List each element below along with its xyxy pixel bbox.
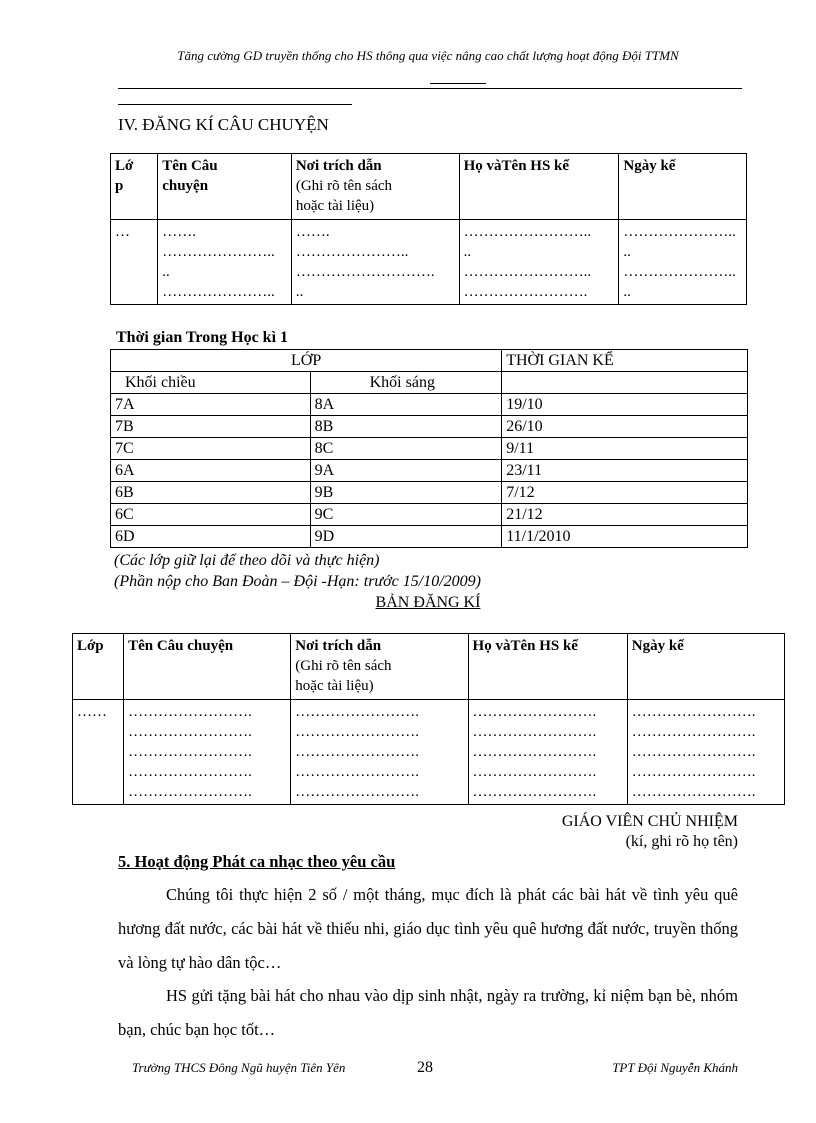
schedule-table [110,349,748,548]
table-cell: 21/12 [502,504,748,526]
section-5-paragraph-1: Chúng tôi thực hiện 2 số / một tháng, mục đích là phát các bài hát về tình yêu quê hương đất nước, các bài hát về thiếu nhi, giáo dục tình yêu quê hương đất nước, truyền thống và lòng tự hào dân tộc… [118,885,738,972]
table-cell: 6C [111,504,311,526]
registration-title: BẢN ĐĂNG KÍ [375,594,481,611]
table-cell: …………………….. .. …………………….. ……………………. [459,220,619,305]
running-header: Tăng cường GD truyền thống cho HS thông qua việc nâng cao chất lượng hoạt động Đội TTMN [177,48,679,63]
story-table-1 [110,153,747,305]
col-story-name: Tên Câu chuyện [158,154,292,220]
col-source [291,154,459,220]
schedule-sub-afternoon [111,372,311,394]
section-5-paragraph-2: HS gửi tặng bài hát cho nhau vào dịp sinh nhật, ngày ra trường, kỉ niệm bạn bè, nhóm bạn, chúc bạn học tốt… [118,986,738,1039]
col-date: Ngày kể [619,154,747,220]
table-cell: 9/11 [502,438,748,460]
schedule-col-time: THỜI GIAN KỂ [502,350,748,372]
table-cell: … [111,220,158,305]
col-class: Lớ p [111,154,158,220]
signature-role: GIÁO VIÊN CHỦ NHIỆM [561,813,738,830]
col-story-name: Tên Câu chuyện [124,634,291,700]
header-short-rule [430,83,486,84]
schedule-title: Thời gian Trong Học kì 1 [116,329,289,346]
col-source-label: Nơi trích dẫn [295,158,382,174]
table-cell: 11/1/2010 [502,526,748,548]
schedule-col-class: LỚP [111,350,502,372]
table-cell: 9C [310,504,502,526]
table-row [111,416,748,438]
table-row [111,394,748,416]
table-cell: 9A [310,460,502,482]
table-row [111,220,747,305]
header-rule [118,88,742,89]
table-row [73,700,785,805]
schedule-sub-afternoon-label: Khối chiều [125,373,196,391]
signature-hint: (kí, ghi rõ họ tên) [625,833,738,850]
footer-author: TPT Đội Nguyễn Khánh [612,1060,738,1075]
col-student-name: Họ vàTên HS kể [468,634,627,700]
col-source-note: (Ghi rõ tên sách hoặc tài liệu) [295,178,393,214]
section-4-heading: IV. ĐĂNG KÍ CÂU CHUYỆN [118,115,329,134]
table-cell: 6A [111,460,311,482]
table-cell: 7C [111,438,311,460]
section-rule [118,104,352,105]
table-cell: 9D [310,526,502,548]
footer-school: Trường THCS Đông Ngũ huyện Tiên Yên [132,1060,346,1075]
table-cell: 8B [310,416,502,438]
schedule-sub-morning-label: Khối sáng [369,373,435,391]
table-cell: ……. ………………….. ………………………. .. [291,220,459,305]
schedule-header-row [111,350,748,372]
table-cell: 26/10 [502,416,748,438]
table-cell: 23/11 [502,460,748,482]
table-cell: 7A [111,394,311,416]
table-row [111,504,748,526]
table-row [111,438,748,460]
story-table-2 [72,633,785,805]
section-5-heading: 5. Hoạt động Phát ca nhạc theo yêu cầu [118,852,396,871]
schedule-sub-morning [310,372,502,394]
col-source-note: (Ghi rõ tên sách hoặc tài liệu) [295,658,392,694]
note-submit: (Phần nộp cho Ban Đoàn – Đội -Hạn: trước 15/10/2009) [114,573,481,590]
page-number: 28 [417,1059,433,1076]
col-class: Lớp [73,634,124,700]
table-cell: ……. ………………….. .. ………………….. [158,220,292,305]
table-cell: 8A [310,394,502,416]
table-cell: …… [73,700,124,805]
table-cell: 7B [111,416,311,438]
table-row [111,460,748,482]
schedule-subheader-row [111,372,748,394]
table-cell: 8C [310,438,502,460]
table-cell: ……………………. ……………………. ……………………. ……………………. ……………………. [291,700,468,805]
col-student-name: Họ vàTên HS kể [459,154,619,220]
table-cell: 9B [310,482,502,504]
note-keep: (Các lớp giữ lại để theo dõi và thực hiện) [114,552,380,569]
table-header-row [73,634,785,700]
table-cell: 19/10 [502,394,748,416]
table-cell: 6B [111,482,311,504]
schedule-sub-empty [502,372,748,394]
table-row [111,482,748,504]
col-source-label: Nơi trích dẫn [295,638,382,654]
table-row [111,526,748,548]
table-header-row [111,154,747,220]
table-cell: ……………………. ……………………. ……………………. ……………………. ……………………. [468,700,627,805]
table-cell: ………………….. .. ………………….. .. [619,220,747,305]
col-date: Ngày kể [627,634,784,700]
table-cell: 6D [111,526,311,548]
table-cell: 7/12 [502,482,748,504]
table-cell: ……………………. ……………………. ……………………. ……………………. ……………………. [124,700,291,805]
col-source [291,634,468,700]
table-cell: ……………………. ……………………. ……………………. ……………………. ……………………. [627,700,784,805]
